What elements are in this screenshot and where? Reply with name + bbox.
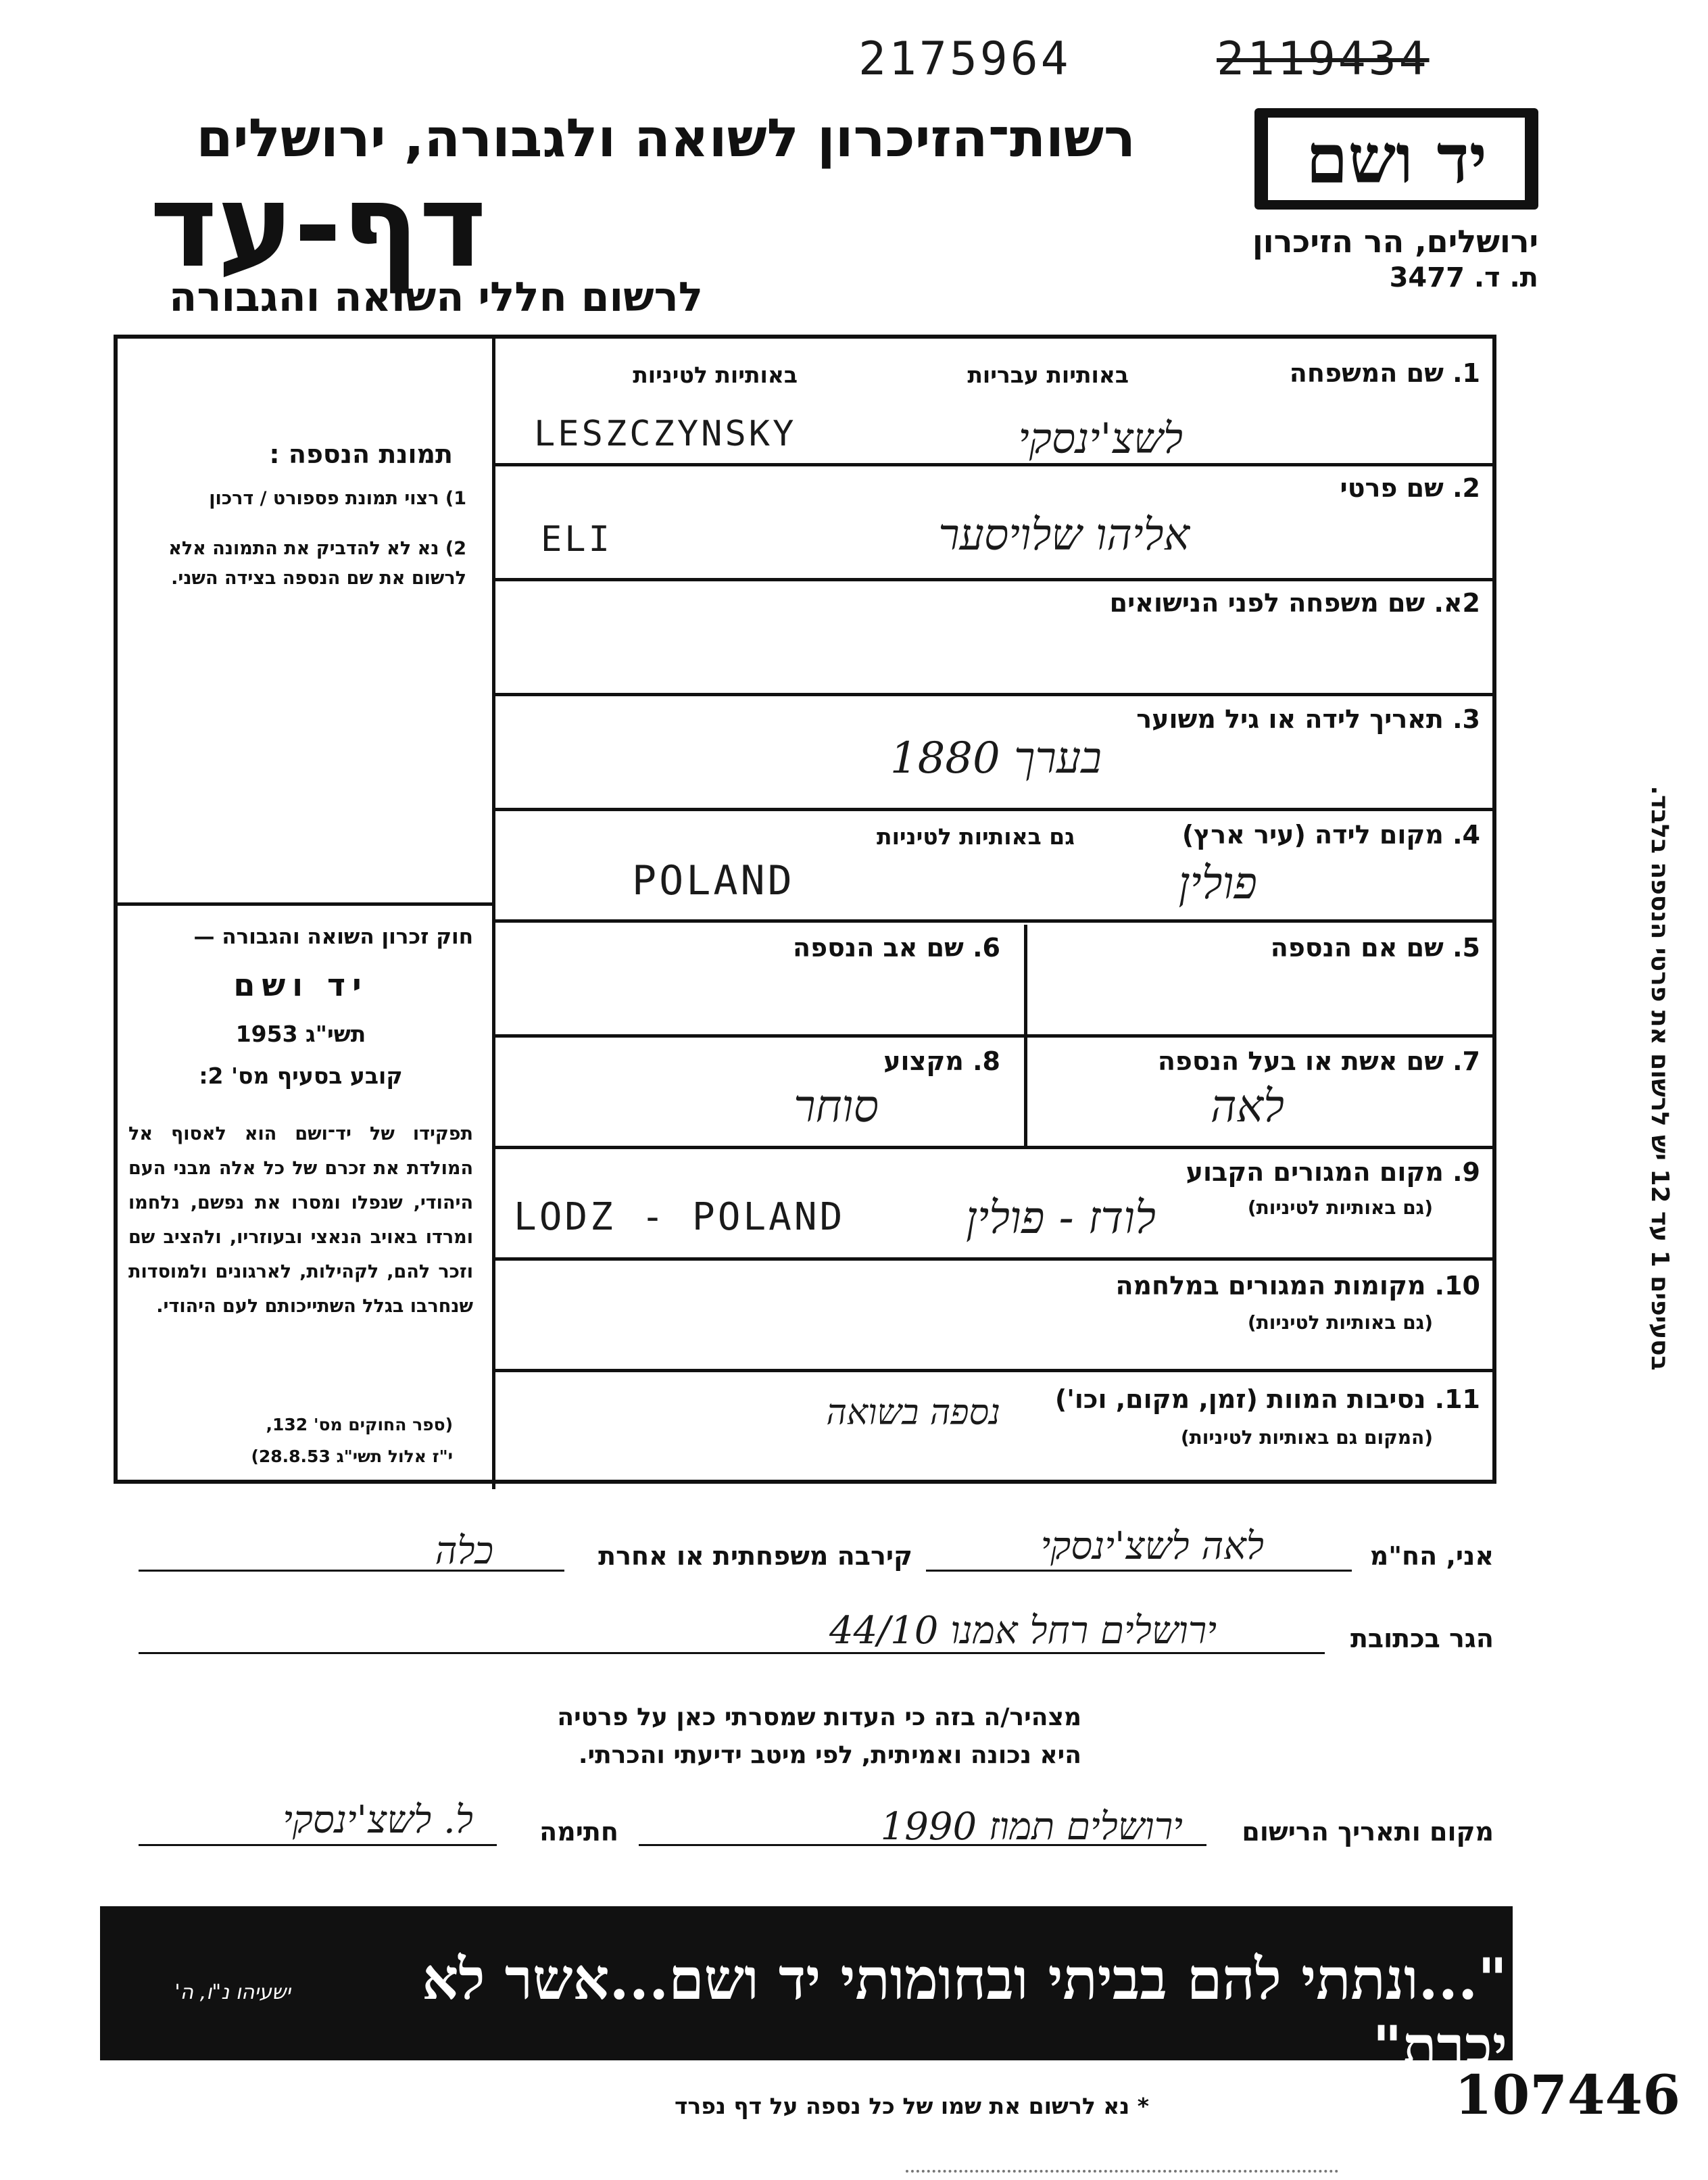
footer-note: * נא לרשום את שמו של כל נספה על דף נפרד: [674, 2093, 1149, 2119]
field-1-label: 1. שם המשפחה: [1289, 358, 1480, 388]
field-3-value[interactable]: בערך 1880: [889, 733, 1102, 783]
footer-rule: [906, 2170, 1338, 2177]
field-2-label: 2. שם פרטי: [1340, 473, 1480, 503]
logo-text: יד ושם: [1268, 118, 1525, 200]
field-10-label: 10. מקומות המגורים במלחמה: [1115, 1271, 1480, 1301]
field-3-label: 3. תאריך לידה או גיל משוער: [1136, 704, 1480, 734]
field-7-value[interactable]: לאה: [1210, 1080, 1284, 1132]
field-9-latin-value[interactable]: LODZ - POLAND: [514, 1195, 846, 1239]
law-ref-2: י"ז אלול תשי"ג 28.8.53): [251, 1447, 453, 1466]
form-title: דף-עד: [149, 160, 487, 293]
field-4-hebrew-value[interactable]: פולין: [1178, 857, 1257, 909]
relation-label: קירבה משפחתית או אחרת: [598, 1541, 912, 1571]
address-value[interactable]: ירושלים רחל אמנו 44/10: [829, 1609, 1217, 1653]
field-1-latin-value[interactable]: LESZCZYNSKY: [534, 414, 797, 454]
place-date-value[interactable]: ירושלים תמוז 1990: [880, 1805, 1183, 1849]
law-year: תשי"ג 1953: [235, 1021, 366, 1047]
banner-quote: "...ונתתי להם בביתי ובחומותי יד ושם...אשר לא יכרת": [422, 1945, 1507, 2080]
law-clause: קובע בסעיף מס' 2:: [199, 1063, 403, 1089]
left-box-divider: [114, 902, 495, 906]
field-6-label: 6. שם אב הנספה: [793, 933, 1000, 963]
field-1-latin-col: באותיות לטיניות: [633, 362, 798, 388]
photo-note-1: 1) רצוי תמונת פספורט / דרכון: [209, 488, 466, 509]
field-9-hint: (גם באותיות לטיניות): [1247, 1196, 1433, 1219]
field-9-label: 9. מקום המגורים הקבוע: [1186, 1157, 1480, 1187]
banner-source: ישעיהו נ"ו, ה': [174, 1981, 291, 2004]
declarant-value[interactable]: לאה לשצ'ינסקי: [1040, 1524, 1264, 1568]
photo-heading: תמונת הנספה :: [269, 439, 453, 469]
field-11-value[interactable]: נספה בשואה: [826, 1392, 1000, 1433]
signature-value[interactable]: ל. לשצ'ינסקי: [283, 1798, 473, 1842]
footer-number: 107446: [1455, 2063, 1680, 2127]
law-body: תפקידו של יד־ושם הוא לאסוף אל המולדת את זכרם של כל אלה מבני העם היהודי, שנפלו ומסרו את נפשם, נלחמו ומרדו באויב הנאצי ובעוזריו, ולהציב שם וזכר להם, לקהילות, לארגונים ולמוסדות שנחרבו בגלל השתייכותם לעם היהודי.: [128, 1123, 473, 1317]
logo-address-1: ירושלים, הר הזיכרון: [1252, 223, 1538, 260]
field-10-hint: (גם באותיות לטיניות): [1247, 1311, 1433, 1334]
struck-number: 2119434: [1217, 32, 1430, 86]
law-heading: חוק זכרון השואה והגבורה —: [193, 925, 473, 949]
field-2-latin-value[interactable]: ELI: [541, 519, 612, 560]
split-5-6: [1024, 925, 1027, 1148]
field-8-label: 8. מקצוע: [883, 1046, 1000, 1076]
statement-line-2: היא נכונה ואמיתית, לפי מיטב ידיעתי והכרתי.: [578, 1741, 1081, 1769]
field-1-hebrew-col: באותיות עבריות: [967, 362, 1129, 388]
side-note: בסעיפים 1 עד 12 יש לרשום את פרטי הנספה בלבד.: [1646, 785, 1674, 1371]
field-5-label: 5. שם אם הנספה: [1270, 933, 1480, 963]
photo-note-2: 2) נא לא להדביק את התמונה אלא לרשום את שם הנספה בצידה השני.: [168, 538, 466, 589]
field-4-latin-hint: גם באותיות לטיניות: [877, 823, 1075, 850]
place-date-label: מקום ותאריך הרישום: [1242, 1817, 1494, 1847]
field-11-label: 11. נסיבות המוות (זמן, מקום, וכו'): [1054, 1384, 1480, 1414]
field-4-label: 4. מקום לידה (עיר ארץ): [1181, 820, 1480, 850]
field-2a-label: 2א. שם משפחה לפני הנישואים: [1109, 588, 1480, 618]
field-9-hebrew-value[interactable]: לודז - פולין: [966, 1192, 1156, 1244]
field-7-label: 7. שם אשת או בעל הנספה: [1157, 1046, 1480, 1076]
yad-vashem-logo: [1254, 108, 1538, 210]
field-1-hebrew-value[interactable]: לשצ'ינסקי: [1018, 414, 1183, 463]
law-ref-1: (ספר החוקים מס' 132,: [266, 1415, 453, 1434]
field-4-latin-value[interactable]: POLAND: [632, 857, 795, 904]
page-number: 2175964: [858, 32, 1071, 86]
logo-address-2: ת. ד. 3477: [1389, 262, 1538, 293]
declarant-label: אני, הח"מ: [1369, 1541, 1494, 1571]
address-label: הגר בכתובת: [1350, 1624, 1494, 1653]
statement-line-1: מצהיר/ה בזה כי העדות שמסרתי כאן על פרטיה: [557, 1703, 1081, 1731]
authority-name: רשות־הזיכרון לשואה ולגבורה, ירושלים: [196, 108, 1136, 169]
form-subtitle: לרשום חללי השואה והגבורה: [169, 274, 703, 321]
law-name: יד ושם: [233, 967, 368, 1003]
field-2-hebrew-value[interactable]: אליהו שלויסער: [938, 510, 1190, 560]
field-11-hint: (המקום גם באותיות לטיניות): [1180, 1426, 1433, 1449]
field-8-value[interactable]: סוחר: [794, 1080, 879, 1132]
relation-value[interactable]: כלה: [435, 1529, 493, 1573]
relation-line: [139, 1570, 564, 1572]
signature-label: חתימה: [539, 1817, 618, 1847]
signature-line: [139, 1844, 497, 1846]
declarant-line: [926, 1570, 1352, 1572]
